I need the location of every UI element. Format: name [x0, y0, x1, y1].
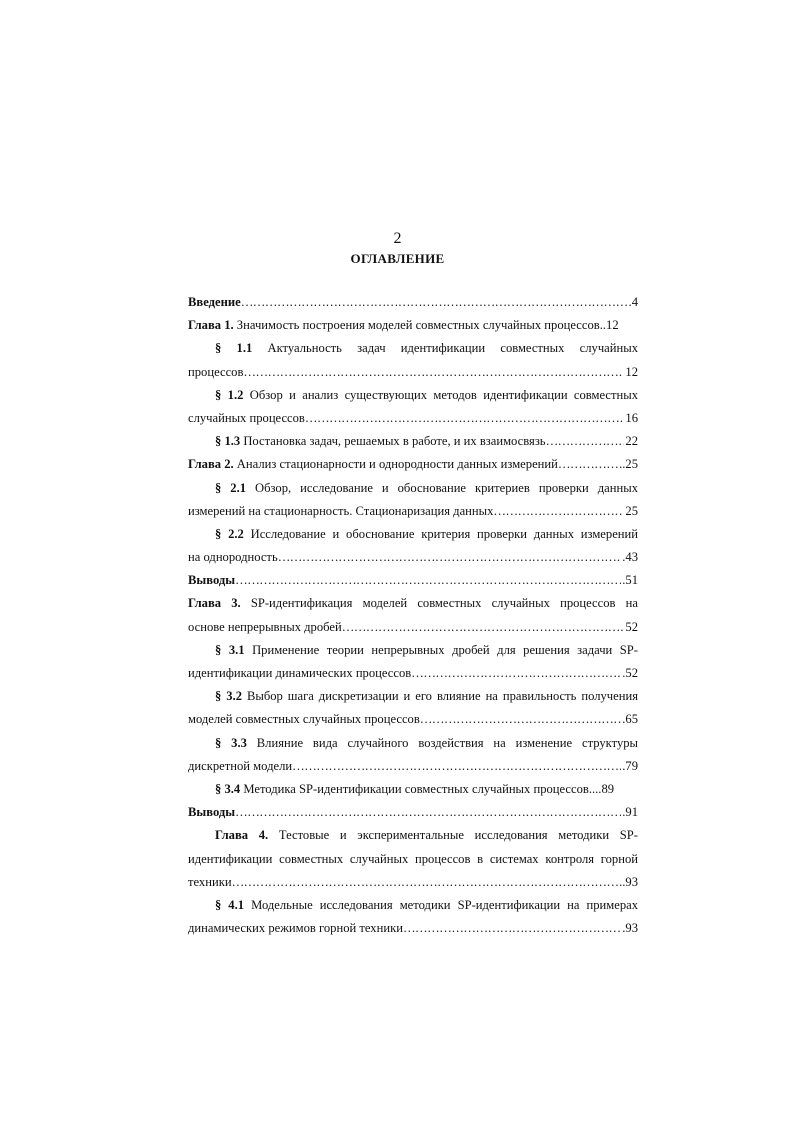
toc-row-section-1-1: § 1.1 Актуальность задач идентификации совместных случайных [215, 341, 638, 356]
toc-row-introduction: Введение ……………………………………………………………………………………………………………………………………… .4 [188, 293, 638, 316]
toc-row-section-4-1-cont: динамических режимов горной техники ……………………………………………………………………………………………………………………………………… .93 [188, 919, 638, 942]
toc-row-section-1-3: § 1.3 Постановка задач, решаемых в работе, и их взаимосвязь ……………………………………………………………………………………………………………………………………… 22 [188, 432, 638, 455]
toc-row-section-1-2-cont: случайных процессов ……………………………………………………………………………………………………………………………………… 16 [188, 409, 638, 432]
toc-row-chapter-3: Глава 3. SP-идентификация моделей совместных случайных процессов на [188, 596, 638, 611]
toc-row-section-3-1: § 3.1 Применение теории непрерывных дробей для решения задачи SP- [215, 642, 638, 657]
toc-row-chapter-4-cont: идентификации совместных случайных процессов в системах контроля горной [188, 851, 638, 866]
toc-row-section-1-1-cont: процессов ……………………………………………………………………………………………………………………………………… 12 [188, 363, 638, 386]
toc-row-section-3-3-cont: дискретной модели ……………………………………………………………………………………………………………………………………… .79 [188, 757, 638, 780]
toc-row-section-2-1: § 2.1 Обзор, исследование и обоснование критериев проверки данных [215, 480, 638, 495]
toc-row-chapter-4: Глава 4. Тестовые и экспериментальные исследования методики SP- [215, 828, 638, 843]
toc-row-section-2-1-cont: измерений на стационарность. Стационаризация данных ……………………………………………………………………………………………………………………………………… 25 [188, 502, 638, 525]
toc-row-chapter-1: Глава 1. Значимость построения моделей совместных случайных процессов..12 [188, 318, 619, 333]
toc-row-chapter-3-cont: основе непрерывных дробей ……………………………………………………………………………………………………………………………………… 52 [188, 618, 638, 641]
toc-row-section-3-4: § 3.4 Методика SP-идентификации совместных случайных процессов....89 [215, 781, 615, 796]
toc-row-section-2-2: § 2.2 Исследование и обоснование критерия проверки данных измерений [215, 526, 638, 541]
toc-row-section-1-2: § 1.2 Обзор и анализ существующих методов идентификации совместных [215, 387, 638, 402]
toc-row-conclusions-3: Выводы ……………………………………………………………………………………………………………………………………… .91 [188, 803, 638, 826]
page-title: ОГЛАВЛЕНИЕ [350, 251, 445, 266]
toc-row-section-3-1-cont: идентификации динамических процессов ……………………………………………………………………………………………………………………………………… .52 [188, 664, 638, 687]
toc-row-section-3-2-cont: моделей совместных случайных процессов ……………………………………………………………………………………………………………………………………… .65 [188, 710, 638, 733]
toc-row-section-2-2-cont: на однородность ……………………………………………………………………………………………………………………………………… .43 [188, 548, 638, 571]
table-of-contents [188, 293, 638, 942]
toc-row-chapter-2: Глава 2. Анализ стационарности и однородности данных измерений ……………………………………………………………………………………………………………………………………… ..25 [188, 455, 638, 478]
page-number: 2 [393, 230, 402, 247]
toc-row-section-3-3: § 3.3 Влияние вида случайного воздействия на изменение структуры [215, 735, 638, 750]
toc-row-section-3-2: § 3.2 Выбор шага дискретизации и его влияние на правильность получения [215, 689, 638, 704]
toc-row-conclusions-2: Выводы ……………………………………………………………………………………………………………………………………… .51 [188, 571, 638, 594]
toc-row-section-4-1: § 4.1 Модельные исследования методики SP-идентификации на примерах [215, 897, 638, 912]
toc-row-chapter-4-cont-2: техники ……………………………………………………………………………………………………………………………………… ..93 [188, 873, 638, 896]
